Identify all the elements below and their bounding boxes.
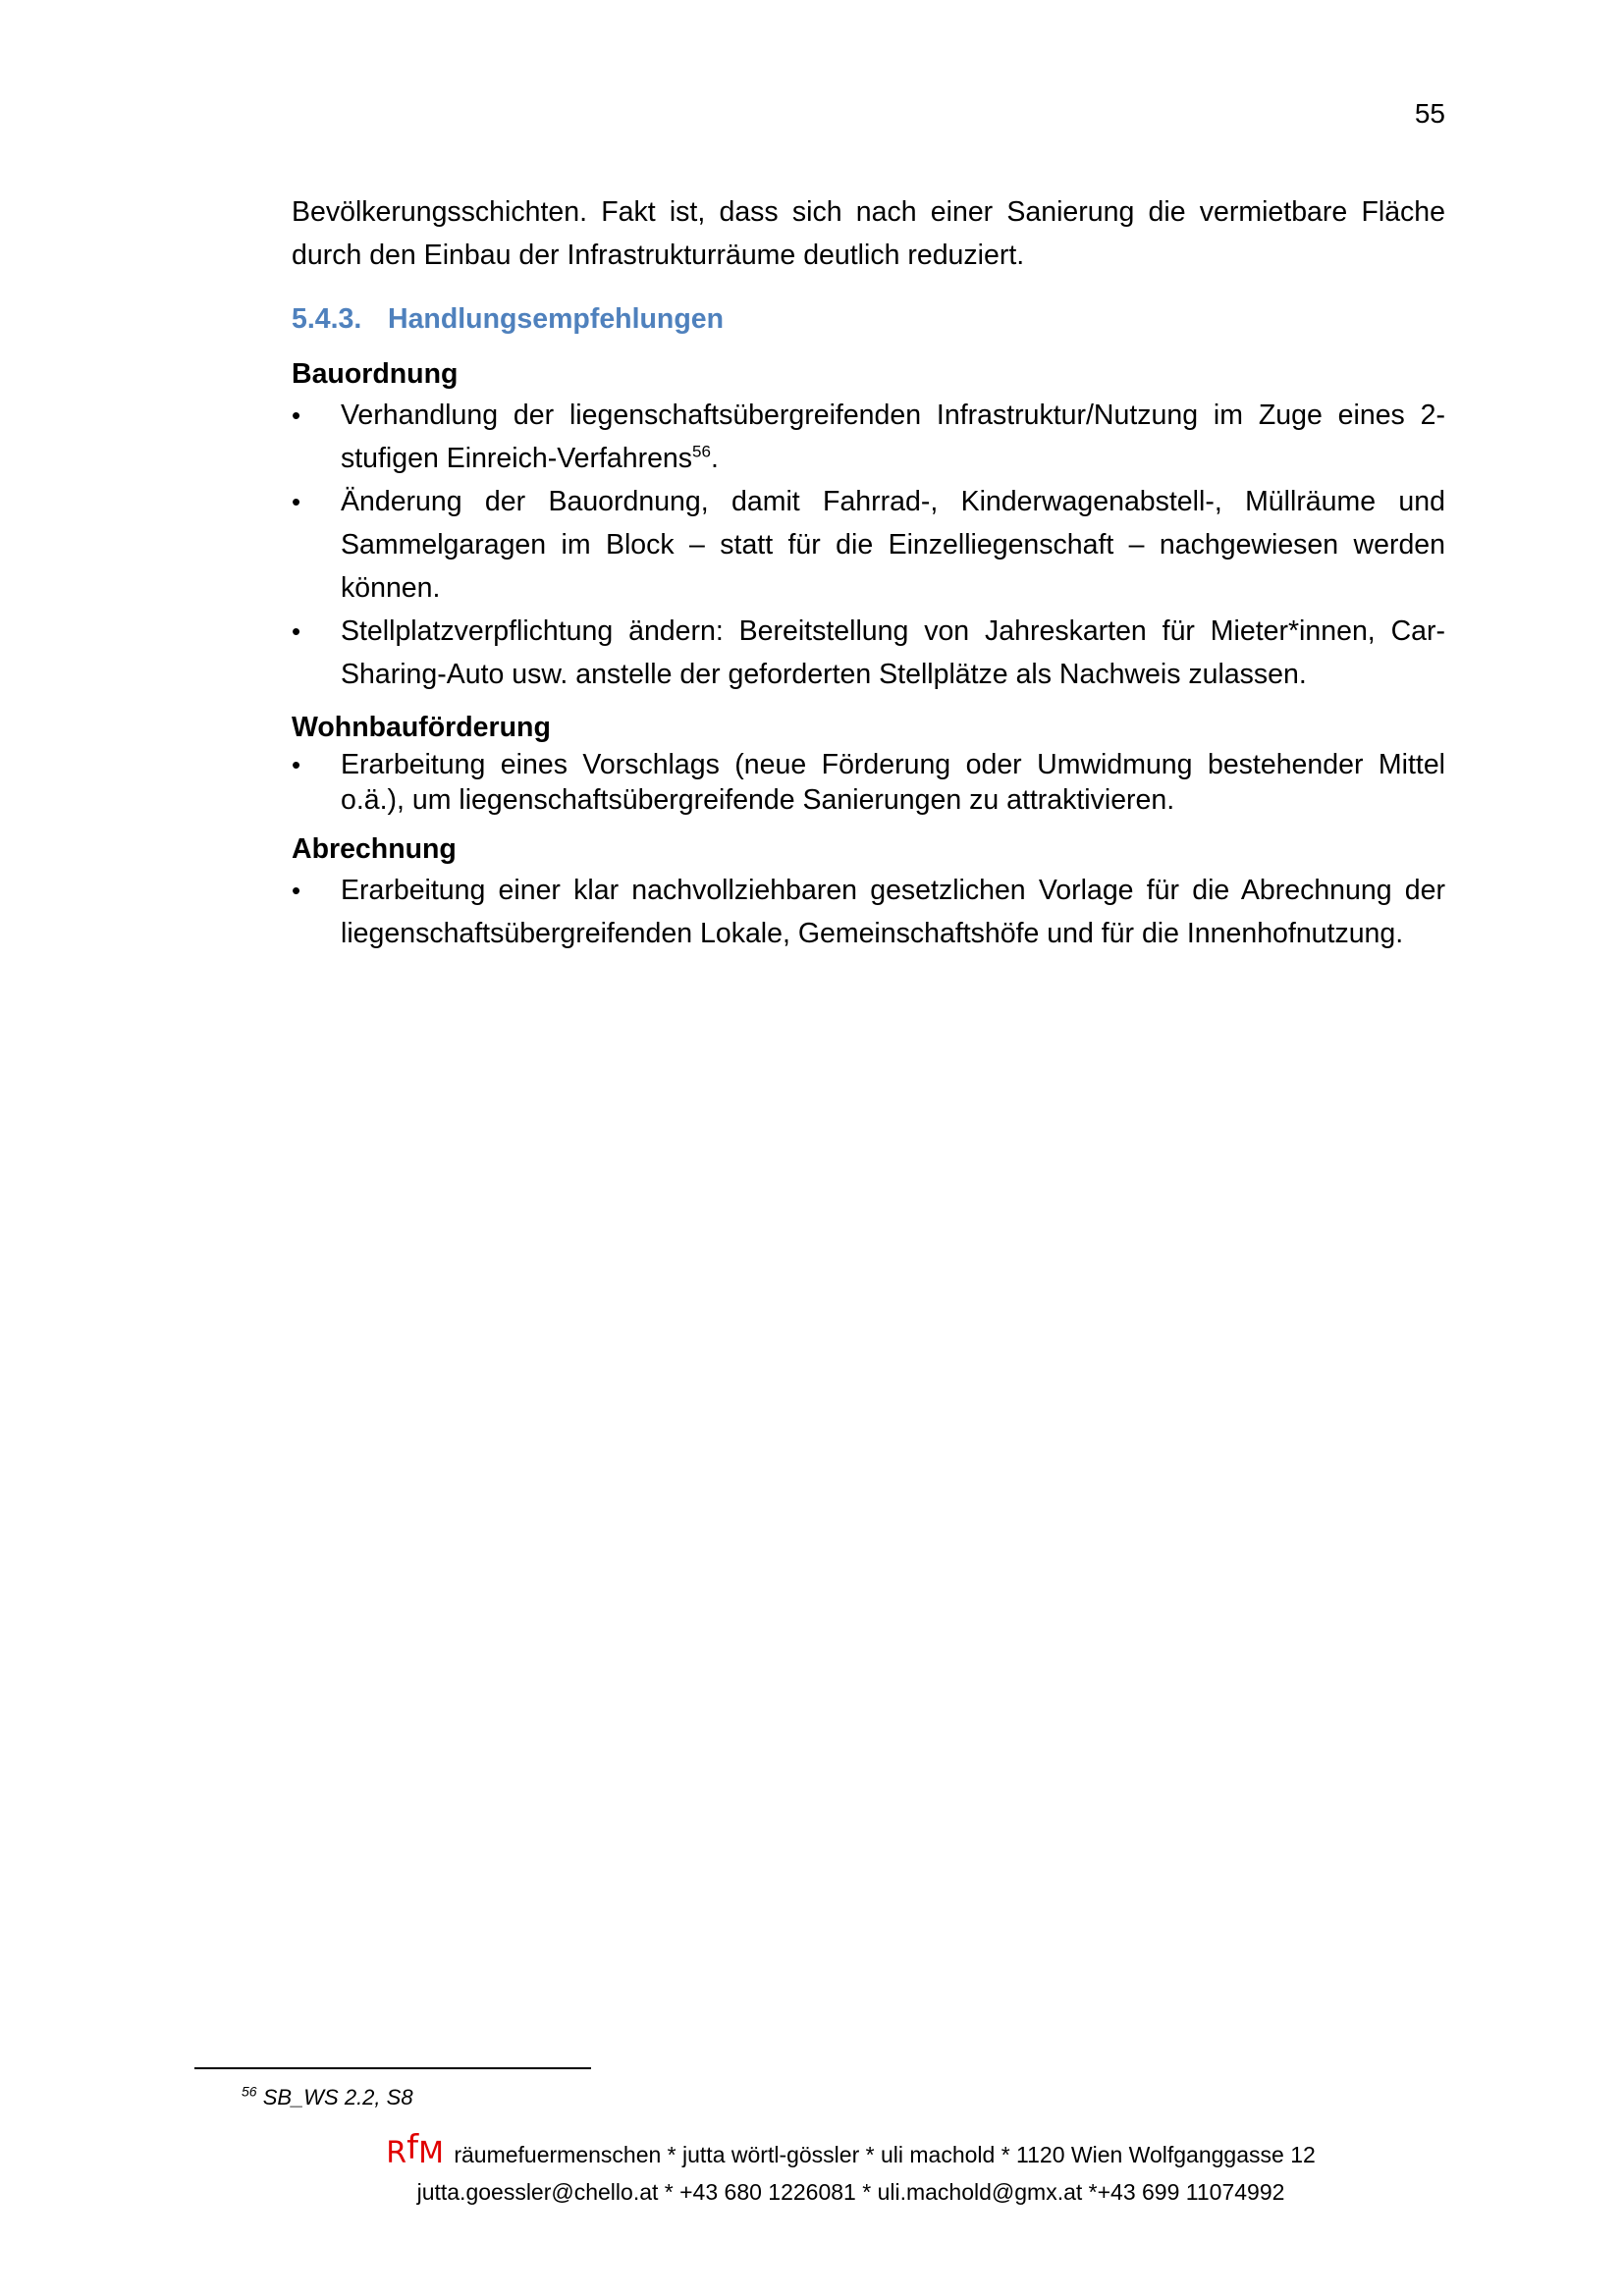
footnote-divider (194, 2067, 591, 2069)
footnote-text: SB_WS 2.2, S8 (262, 2085, 413, 2109)
list-item (292, 394, 1445, 480)
list-item-text: Verhandlung der liegenschaftsübergreifenden Infrastruktur/Nutzung im Zuge eines 2-stufigen Einreich-Verfahrens (341, 400, 1445, 474)
list-item (292, 480, 1445, 610)
bullet-icon: • (292, 400, 301, 430)
bullet-icon: • (292, 750, 301, 779)
page-number: 55 (1414, 98, 1445, 129)
subheading-bauordnung: Bauordnung (292, 358, 459, 390)
list-item (292, 747, 1445, 818)
section-heading (292, 299, 1445, 339)
page-content (292, 190, 1445, 955)
footer-line-1 (0, 2128, 1623, 2171)
list-item (292, 869, 1445, 955)
subheading-abrechnung: Abrechnung (292, 833, 457, 865)
footnote-number: 56 (242, 2083, 257, 2100)
list-item-text: Änderung der Bauordnung, damit Fahrrad-, Kinderwagenabstell-, Müllräume und Sammelgaragen im Block – statt für die Einzelliegenschaft – nachgewiesen werden können. (341, 486, 1445, 604)
section-number: 5.4.3. (292, 303, 362, 335)
footnote-reference[interactable]: 56 (692, 442, 711, 461)
list-item-text: Erarbeitung eines Vorschlags (neue Förderung oder Umwidmung bestehender Mittel o.ä.), um liegenschaftsübergreifende Sanierungen zu attraktivieren. (341, 749, 1445, 816)
bullet-list-abrechnung (292, 869, 1445, 955)
footnote (242, 2083, 413, 2112)
intro-paragraph: Bevölkerungsschichten. Fakt ist, dass sich nach einer Sanierung die vermietbare Fläche durch den Einbau der Infrastrukturräume deutlich reduziert. (292, 196, 1445, 271)
bullet-list-wohnbaufoerderung (292, 747, 1445, 818)
bullet-icon: • (292, 487, 301, 516)
subheading-wohnbaufoerderung: Wohnbauförderung (292, 712, 551, 743)
section-title: Handlungsempfehlungen (388, 303, 724, 335)
list-item-text: Erarbeitung einer klar nachvollziehbaren gesetzlichen Vorlage für die Abrechnung der liegenschaftsübergreifenden Lokale, Gemeinschaftshöfe und für die Innenhofnutzung. (341, 875, 1445, 949)
bullet-icon: • (292, 616, 301, 646)
list-item-text: Stellplatzverpflichtung ändern: Bereitstellung von Jahreskarten für Mieter*innen, Car-Sharing-Auto usw. anstelle der geforderten Stellplätze als Nachweis zulassen. (341, 615, 1445, 690)
bullet-icon: • (292, 876, 301, 905)
list-item (292, 610, 1445, 696)
list-item-text-end: . (710, 443, 719, 474)
footer-line-2: jutta.goessler@chello.at * +43 680 1226081 * uli.machold@gmx.at *+43 699 11074992 (416, 2179, 1285, 2205)
rfm-logo (386, 2128, 444, 2170)
logo-letter-r: R (386, 2136, 407, 2170)
footer-address: räumefuermenschen * jutta wörtl-gössler * uli machold * 1120 Wien Wolfganggasse 12 (454, 2142, 1316, 2167)
logo-letter-m: M (418, 2136, 444, 2170)
bullet-list-bauordnung (292, 394, 1445, 696)
logo-letter-f: f (406, 2128, 419, 2167)
